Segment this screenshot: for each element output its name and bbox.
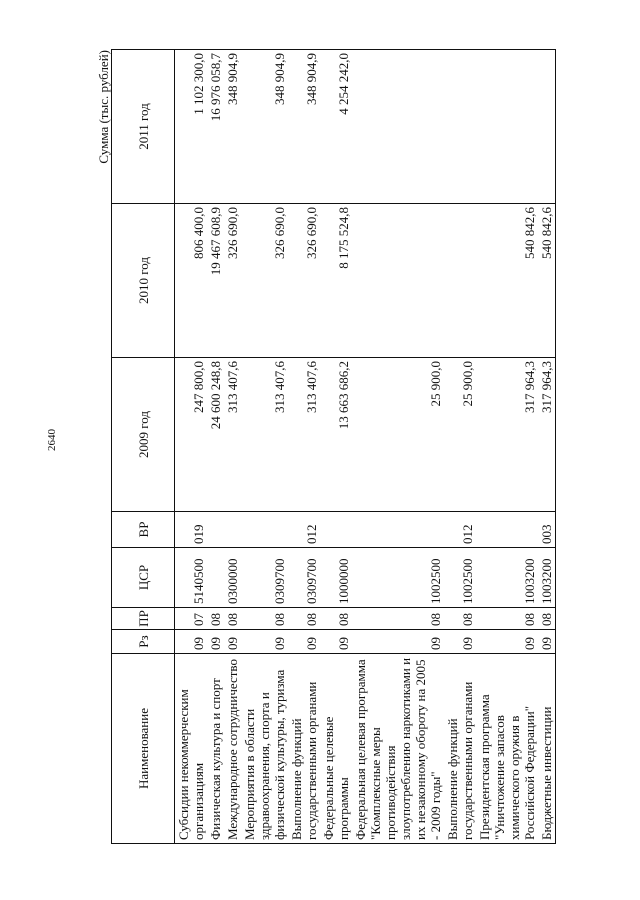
row-2011: 348 904,9 — [224, 50, 241, 204]
table-row — [538, 50, 556, 844]
row-pr: 08 — [241, 608, 288, 630]
table-row — [175, 50, 208, 844]
row-2011: 4 254 242,0 — [320, 50, 352, 204]
table-body — [175, 50, 556, 844]
row-2009: 25 900,0 — [352, 358, 444, 512]
row-2011: 16 976 058,7 — [207, 50, 224, 204]
row-csr: 0309700 — [241, 548, 288, 608]
row-2009: 317 964,3 — [476, 358, 538, 512]
row-rz: 09 — [320, 630, 352, 654]
row-csr: 5140500 — [175, 548, 208, 608]
row-pr: 08 — [538, 608, 556, 630]
row-2010: 8 175 524,8 — [320, 204, 352, 358]
row-pr: 08 — [224, 608, 241, 630]
row-vr — [352, 512, 444, 548]
row-vr — [320, 512, 352, 548]
row-2010 — [444, 204, 476, 358]
row-csr: 1003200 — [538, 548, 556, 608]
table-row — [241, 50, 288, 844]
row-2011 — [444, 50, 476, 204]
row-2009: 247 800,0 — [175, 358, 208, 512]
row-csr: 0309700 — [288, 548, 320, 608]
header-2010: 2010 год — [112, 204, 175, 358]
row-rz: 09 — [288, 630, 320, 654]
row-csr: 1002500 — [444, 548, 476, 608]
table-row — [444, 50, 476, 844]
row-2010: 540 842,6 — [476, 204, 538, 358]
row-name: Физическая культура и спорт — [207, 654, 224, 844]
row-name: Международное сотрудничество — [224, 654, 241, 844]
row-2011 — [352, 50, 444, 204]
row-pr: 08 — [320, 608, 352, 630]
row-pr: 07 — [175, 608, 208, 630]
row-rz: 09 — [352, 630, 444, 654]
row-vr: 019 — [175, 512, 208, 548]
row-2011: 1 102 300,0 — [175, 50, 208, 204]
row-pr: 08 — [352, 608, 444, 630]
row-csr: 1000000 — [320, 548, 352, 608]
row-name: Мероприятия в области здравоохранения, спорта и физической культуры, туризма — [241, 654, 288, 844]
table-row — [288, 50, 320, 844]
units-label: Сумма (тыс. рублей) — [96, 50, 111, 164]
row-rz: 09 — [444, 630, 476, 654]
row-2011: 348 904,9 — [288, 50, 320, 204]
row-2010: 326 690,0 — [241, 204, 288, 358]
header-name: Наименование — [112, 654, 175, 844]
row-name: Федеральная целевая программа "Комплексные меры противодействия злоупотреблению наркотиками и их незаконному обороту на 2005 - 2009 годы" — [352, 654, 444, 844]
row-pr: 08 — [207, 608, 224, 630]
row-2009: 24 600 248,8 — [207, 358, 224, 512]
row-2010 — [352, 204, 444, 358]
row-rz: 09 — [207, 630, 224, 654]
row-2009: 313 407,6 — [241, 358, 288, 512]
row-2011 — [538, 50, 556, 204]
row-name: Выполнение функций государственными органами — [444, 654, 476, 844]
header-rz: Рз — [112, 630, 175, 654]
row-vr — [241, 512, 288, 548]
row-2011 — [476, 50, 538, 204]
row-vr: 012 — [444, 512, 476, 548]
row-csr: 1003200 — [476, 548, 538, 608]
row-vr: 012 — [288, 512, 320, 548]
page-number: 2640 — [46, 429, 58, 451]
row-2009: 313 407,6 — [224, 358, 241, 512]
table-row — [320, 50, 352, 844]
header-pr: ПР — [112, 608, 175, 630]
row-pr: 08 — [476, 608, 538, 630]
row-2010: 806 400,0 — [175, 204, 208, 358]
row-2009: 313 407,6 — [288, 358, 320, 512]
row-pr: 08 — [444, 608, 476, 630]
table-header-row — [112, 50, 175, 844]
row-rz: 09 — [224, 630, 241, 654]
row-vr — [224, 512, 241, 548]
header-vr: ВР — [112, 512, 175, 548]
row-name: Федеральные целевые программы — [320, 654, 352, 844]
row-vr: 003 — [538, 512, 556, 548]
row-2009: 13 663 686,2 — [320, 358, 352, 512]
header-2009: 2009 год — [112, 358, 175, 512]
row-2010: 326 690,0 — [224, 204, 241, 358]
row-rz: 09 — [538, 630, 556, 654]
table-row — [224, 50, 241, 844]
row-vr — [476, 512, 538, 548]
row-vr — [207, 512, 224, 548]
row-name: Выполнение функций государственными органами — [288, 654, 320, 844]
row-name: Президентская программа "Уничтожение запасов химического оружия в Российской Федерации" — [476, 654, 538, 844]
table-row — [476, 50, 538, 844]
row-name: Бюджетные инвестиции — [538, 654, 556, 844]
budget-table — [111, 49, 556, 844]
header-csr: ЦСР — [112, 548, 175, 608]
row-csr: 0300000 — [224, 548, 241, 608]
row-pr: 08 — [288, 608, 320, 630]
row-rz: 09 — [241, 630, 288, 654]
table-row — [207, 50, 224, 844]
row-csr: 1002500 — [352, 548, 444, 608]
row-name: Субсидии некоммерческим организациям — [175, 654, 208, 844]
row-rz: 09 — [175, 630, 208, 654]
table-row — [352, 50, 444, 844]
header-2011: 2011 год — [112, 50, 175, 204]
row-2010: 326 690,0 — [288, 204, 320, 358]
row-rz: 09 — [476, 630, 538, 654]
row-csr — [207, 548, 224, 608]
row-2009: 25 900,0 — [444, 358, 476, 512]
row-2009: 317 964,3 — [538, 358, 556, 512]
row-2010: 540 842,6 — [538, 204, 556, 358]
row-2010: 19 467 608,9 — [207, 204, 224, 358]
row-2011: 348 904,9 — [241, 50, 288, 204]
